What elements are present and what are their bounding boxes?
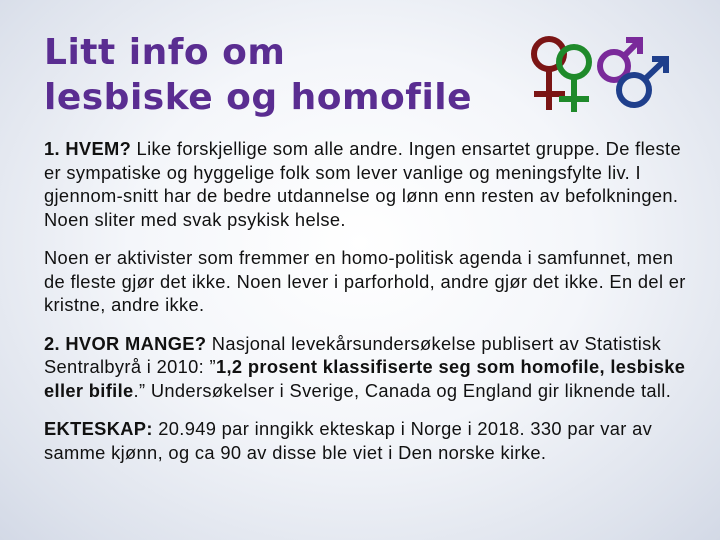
- paragraph-ekteskap: [44, 417, 694, 464]
- quote-statistics: 1,2 prosent klassifiserte seg som homofile, lesbiske eller bifile: [44, 356, 686, 401]
- text-ekteskap: 20.949 par inngikk ekteskap i Norge i 2018. 330 par var av samme kjønn, og ca 90 av disse ble viet i Den norske kirke.: [44, 418, 653, 463]
- paragraph-aktivister: [44, 246, 694, 317]
- gender-symbols: [522, 32, 682, 122]
- slide-body: [44, 137, 694, 479]
- slide-title: [44, 30, 514, 120]
- text-aktivister: Noen er aktivister som fremmer en homo-politisk agenda i samfunnet, men de fleste gjør det ikke. Noen lever i parforhold, andre gjør det ikke. En del er kristne, andre ikke.: [44, 247, 686, 315]
- title-line-2: lesbiske og homofile: [44, 77, 473, 118]
- text-hvor-mange-intro: Nasjonal levekårsundersøkelse publisert av Statistisk Sentralbyrå i 2010: ”: [44, 332, 662, 377]
- heading-ekteskap: EKTESKAP:: [44, 418, 153, 439]
- text-hvor-mange-rest: .” Undersøkelser i Sverige, Canada og England gir liknende tall.: [133, 379, 672, 401]
- paragraph-hvor-mange: [44, 332, 694, 403]
- paragraph-hvem: [44, 137, 694, 231]
- text-hvem: Like forskjellige som alle andre. Ingen ensartet gruppe. De fleste er sympatiske og hyggelige folk som lever vanlige og meningsfylte liv. I gjennom-snitt har de bedre utdannelse og lønn enn resten av befolkningen. Noen sliter med svak psykisk helse.: [44, 138, 681, 230]
- title-line-1: Litt info om: [44, 32, 286, 73]
- heading-hvem: 1. HVEM?: [44, 138, 132, 159]
- heading-hvor-mange: 2. HVOR MANGE?: [44, 332, 207, 354]
